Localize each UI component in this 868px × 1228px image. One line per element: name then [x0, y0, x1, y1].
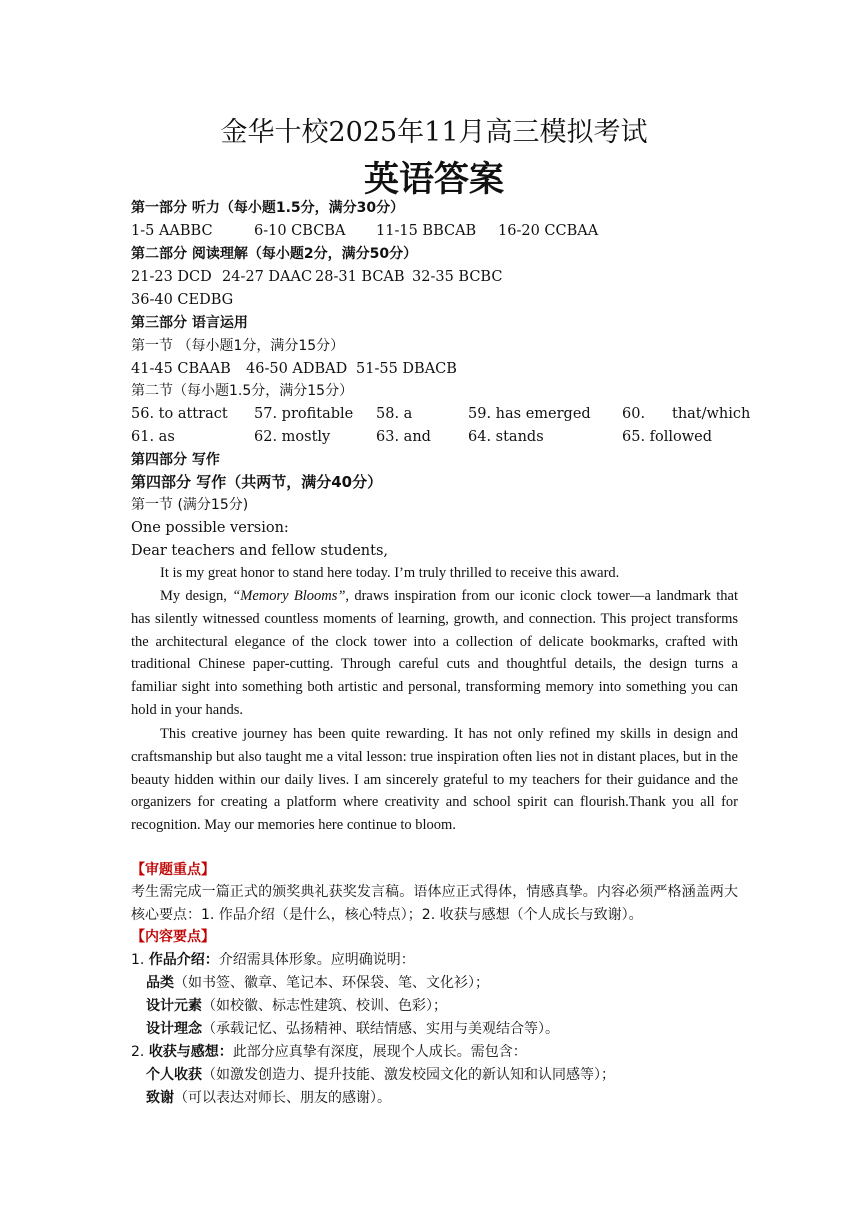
item-label: 设计理念	[146, 1021, 202, 1037]
essay-paragraph-2-post: , draws inspiration from our iconic clock tower—a landmark that has silently witnessed countless moments of learning, growth, and connection. This project transforms the architectural elegance of the clock tower into a collection of delicate bookmarks, crafted with traditional Chinese paper-cutting. Through careful cuts and thoughtful details, the design turns a familiar sight into something both artistic and personal, transforming memory into something you can hold in your hands.	[131, 588, 738, 718]
part4-heading: 第四部分 写作	[131, 452, 220, 468]
part1-answer: 1-5 AABBC	[131, 223, 213, 239]
part3-answer: 41-45 CBAAB	[131, 361, 231, 377]
item-text: 介绍需具体形象。应明确说明：	[218, 952, 415, 968]
essay-paragraph-2-pre: My design,	[160, 588, 233, 604]
part1-answer: 11-15 BBCAB	[376, 223, 477, 239]
exam-subtitle: 英语答案	[363, 159, 504, 200]
part2-heading: 第二部分 阅读理解（每小题2分，满分50分）	[131, 246, 418, 262]
content-item-1c	[146, 1019, 559, 1039]
content-item-2	[131, 1042, 527, 1062]
cloze-answer: 64. stands	[468, 429, 544, 445]
exam-title: 金华十校2025年11月高三模拟考试	[220, 117, 648, 148]
part4-section1-heading: 第一节 (满分15分)	[131, 497, 249, 513]
item-label: 设计元素	[146, 998, 202, 1014]
part3-answer: 46-50 ADBAD	[246, 361, 348, 377]
part2-answer: 21-23 DCD	[131, 269, 212, 285]
item-label: 品类	[146, 975, 174, 991]
focus-text: 考生需完成一篇正式的颁奖典礼获奖发言稿。语体应正式得体，情感真挚。内容必须严格涵盖两大核心要点：1. 作品介绍（是什么，核心特点）；2. 收获与感想（个人成长与致谢）。	[131, 884, 738, 923]
version-label: One possible version:	[131, 520, 289, 536]
item-label: 个人收获	[146, 1067, 202, 1083]
cloze-answer: that/which	[672, 406, 751, 422]
cloze-answer: 61. as	[131, 429, 175, 445]
part3-heading: 第三部分 语言运用	[131, 315, 248, 331]
item-label: 致谢	[146, 1090, 174, 1106]
salutation: Dear teachers and fellow students,	[131, 543, 388, 559]
content-item-1b	[146, 996, 447, 1016]
content-item-2a	[146, 1065, 615, 1085]
part2-answer: 28-31 BCAB	[315, 269, 405, 285]
cloze-answer: 56. to attract	[131, 406, 228, 422]
cloze-answer: 58. a	[376, 406, 413, 422]
item-text: （如激发创造力、提升技能、激发校园文化的新认知和认同感等）；	[202, 1067, 615, 1083]
part1-answer: 16-20 CCBAA	[498, 223, 599, 239]
cloze-answer: 60.	[622, 406, 646, 422]
essay-paragraph-3	[131, 723, 738, 837]
content-item-1a	[146, 973, 489, 993]
content-item-2b	[146, 1088, 391, 1108]
part3-section2-heading: 第二节（每小题1.5分，满分15分）	[131, 383, 354, 399]
cloze-answer: 59. has emerged	[468, 406, 591, 422]
item-title: 收获与感想：	[148, 1044, 233, 1060]
cloze-answer: 65. followed	[622, 429, 713, 445]
item-number: 1.	[131, 952, 145, 968]
part1-heading: 第一部分 听力（每小题1.5分，满分30分）	[131, 200, 405, 216]
cloze-answer: 62. mostly	[254, 429, 331, 445]
focus-label: 【审题重点】	[131, 862, 215, 878]
essay-paragraph-1	[131, 562, 738, 585]
item-text: （可以表达对师长、朋友的感谢）。	[174, 1090, 391, 1106]
item-number: 2.	[131, 1044, 145, 1060]
essay-paragraph-2	[131, 585, 738, 722]
part3-answer: 51-55 DBACB	[356, 361, 457, 377]
points-label: 【内容要点】	[131, 929, 215, 945]
item-text: （如校徽、标志性建筑、校训、色彩）；	[202, 998, 447, 1014]
part2-answer: 24-27 DAAC	[222, 269, 313, 285]
cloze-answer: 63. and	[376, 429, 431, 445]
item-title: 作品介绍：	[148, 952, 219, 968]
item-text: （如书签、徽章、笔记本、环保袋、笔、文化衫）；	[174, 975, 489, 991]
essay-paragraph-3-text: This creative journey has been quite rewarding. It has not only refined my skills in design and craftsmanship but also taught me a vital lesson: true inspiration often lies not in distant places, but in the beauty hidden within our daily lives. I am sincerely grateful to my teachers for their guidance and the organizers for creating a platform where creativity and school spirit can flourish.Thank you all for recognition. May our memories here continue to bloom.	[131, 726, 738, 834]
item-text: 此部分应真挚有深度，展现个人成长。需包含：	[232, 1044, 527, 1060]
part2-answer: 32-35 BCBC	[412, 269, 503, 285]
part4-heading-full: 第四部分 写作（共两节，满分40分）	[131, 473, 383, 491]
design-title: “Memory Blooms”	[232, 588, 346, 604]
part1-answer: 6-10 CBCBA	[254, 223, 346, 239]
item-text: （承载记忆、弘扬精神、联结情感、实用与美观结合等）。	[202, 1021, 559, 1037]
cloze-answer: 57. profitable	[254, 406, 354, 422]
part2-answer: 36-40 CEDBG	[131, 292, 234, 308]
essay-paragraph-1-text: It is my great honor to stand here today. I’m truly thrilled to receive this award.	[160, 565, 620, 581]
content-item-1	[131, 950, 415, 970]
part3-section1-heading: 第一节 （每小题1分，满分15分）	[131, 338, 345, 354]
